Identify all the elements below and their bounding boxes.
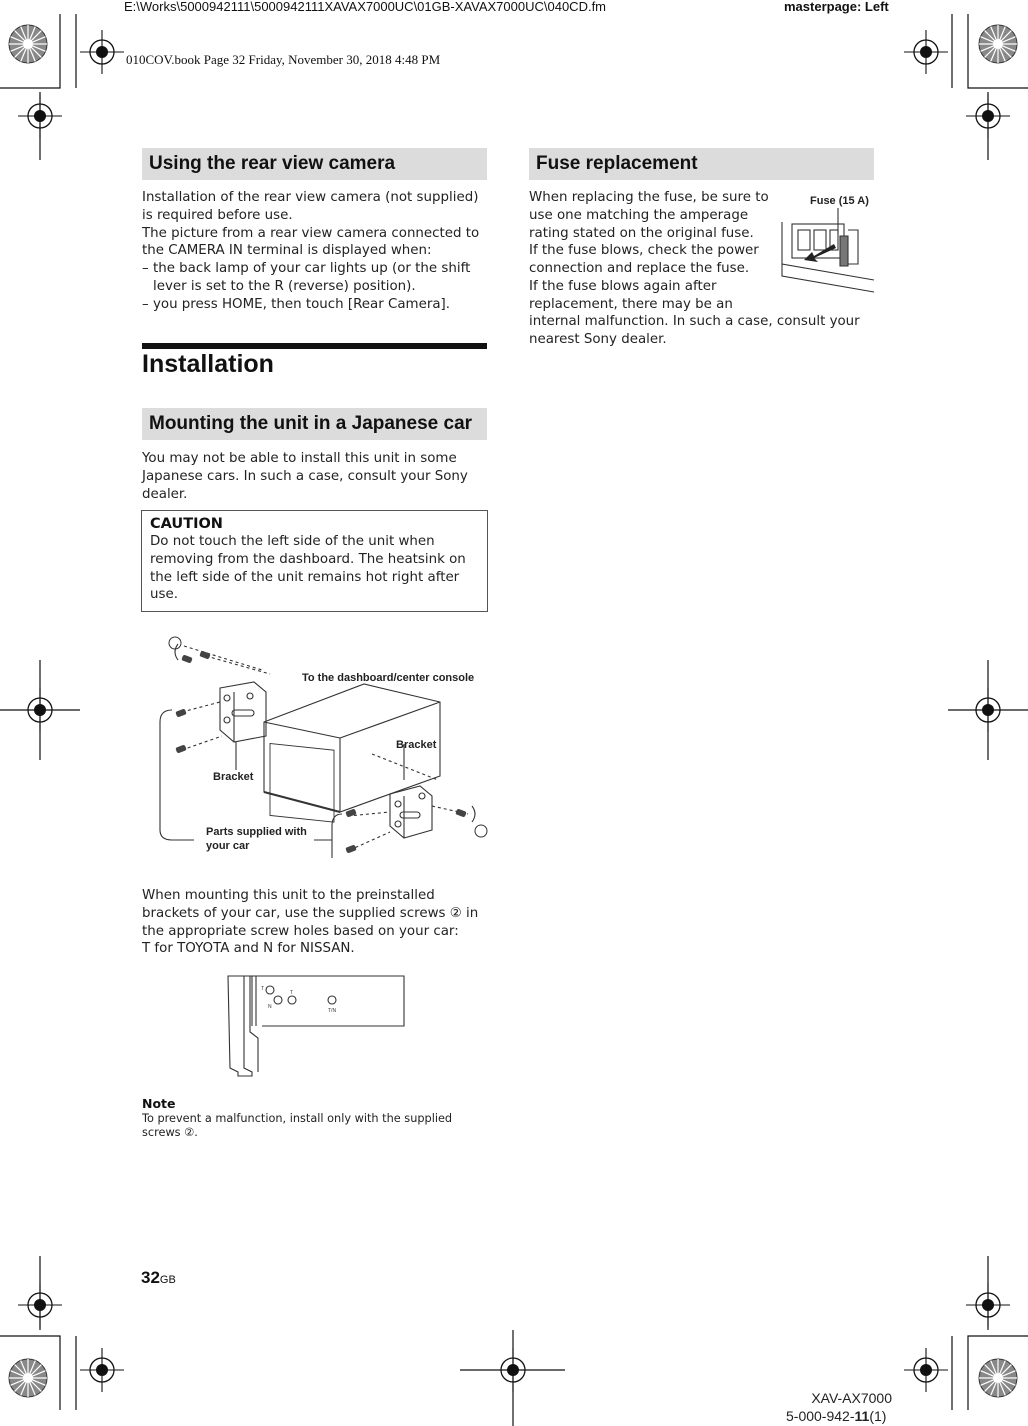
part-number-bold: 11 <box>854 1408 870 1424</box>
fig-parts-label-1: Parts supplied with <box>206 826 307 838</box>
section-title-rear-camera: Using the rear view camera <box>142 148 487 180</box>
installation-heading: Installation <box>142 350 274 378</box>
fuse-body-narrow <box>529 189 771 314</box>
rear-camera-p1: Installation of the rear view camera (not supplied) is required before use. <box>142 190 479 223</box>
rear-camera-p2: The picture from a rear view camera connected to the CAMERA IN terminal is displayed when: <box>142 225 480 259</box>
installation-rule <box>142 343 487 349</box>
fig2-T-label-b: T <box>290 990 294 996</box>
section-title-fuse: Fuse replacement <box>529 148 874 180</box>
fig-bracket-left-label: Bracket <box>213 771 254 783</box>
mounting-p2: T for TOYOTA and N for NISSAN. <box>142 941 355 957</box>
mounting-instructions <box>142 887 487 958</box>
page-number-value: 32 <box>141 1268 160 1287</box>
caution-text: Do not touch the left side of the unit when removing from the dashboard. The heatsink on the left side of the unit remains hot right after use. <box>150 534 466 603</box>
rear-camera-bullet-2: – you press HOME, then touch [Rear Camera]. <box>142 296 451 312</box>
japanese-car-intro: You may not be able to install this unit in some Japanese cars. In such a case, consult your Sony dealer. <box>142 451 468 502</box>
caution-box <box>141 510 488 612</box>
fig2-TN-label: T/N <box>328 1008 337 1014</box>
fuse-p3a: If the fuse blows again after replacement, there may be an <box>529 278 733 312</box>
page-number <box>141 1268 176 1288</box>
section-title-japanese-car: Mounting the unit in a Japanese car <box>142 408 487 440</box>
left-bracket-shape <box>220 682 266 742</box>
part-number-prefix: 5-000-942- <box>786 1408 855 1424</box>
fuse-p1: When replacing the fuse, be sure to use one matching the amperage rating stated on the original fuse. <box>529 190 769 241</box>
fuse-p3b: internal malfunction. In such a case, consult your nearest Sony dealer. <box>529 314 860 347</box>
fig-bracket-right-label: Bracket <box>396 739 437 751</box>
bracket-mounting-figure <box>142 626 492 876</box>
masterpage-label: masterpage: Left <box>784 0 889 14</box>
page-number-suffix: GB <box>159 1274 176 1286</box>
fuse-p2: If the fuse blows, check the power connection and replace the fuse. <box>529 243 759 277</box>
model-number: XAV-AX7000 <box>811 1390 892 1406</box>
fuse-figure <box>776 190 876 296</box>
rear-camera-body <box>142 189 490 314</box>
note-title: Note <box>142 1096 176 1111</box>
screw-hole-figure <box>214 972 408 1080</box>
fuse-figure-label: Fuse (15 A) <box>810 195 869 207</box>
file-path-header: E:\Works\5000942111\5000942111XAVAX7000UC\01GB-XAVAX7000UC\040CD.fm <box>124 0 607 14</box>
fig-dashboard-label: To the dashboard/center console <box>302 672 475 684</box>
fig2-T-label: T <box>261 986 265 992</box>
fig-parts-label-2: your car <box>206 840 250 852</box>
rear-camera-bullet-1: – the back lamp of your car lights up (or the shift lever is set to the R (reverse) position). <box>142 261 471 294</box>
mounting-p1: When mounting this unit to the preinstalled brackets of your car, use the supplied screws ② in the appropriate screw holes based on your car: <box>142 888 479 939</box>
fig2-N-label: N <box>268 1004 272 1010</box>
part-number-suffix: (1) <box>869 1408 887 1424</box>
caution-title: CAUTION <box>150 516 223 532</box>
part-number <box>786 1408 886 1424</box>
book-info-line: 010COV.book Page 32 Friday, November 30, 2018 4:48 PM <box>126 52 441 67</box>
note-text: To prevent a malfunction, install only with the supplied screws ②. <box>142 1112 453 1139</box>
